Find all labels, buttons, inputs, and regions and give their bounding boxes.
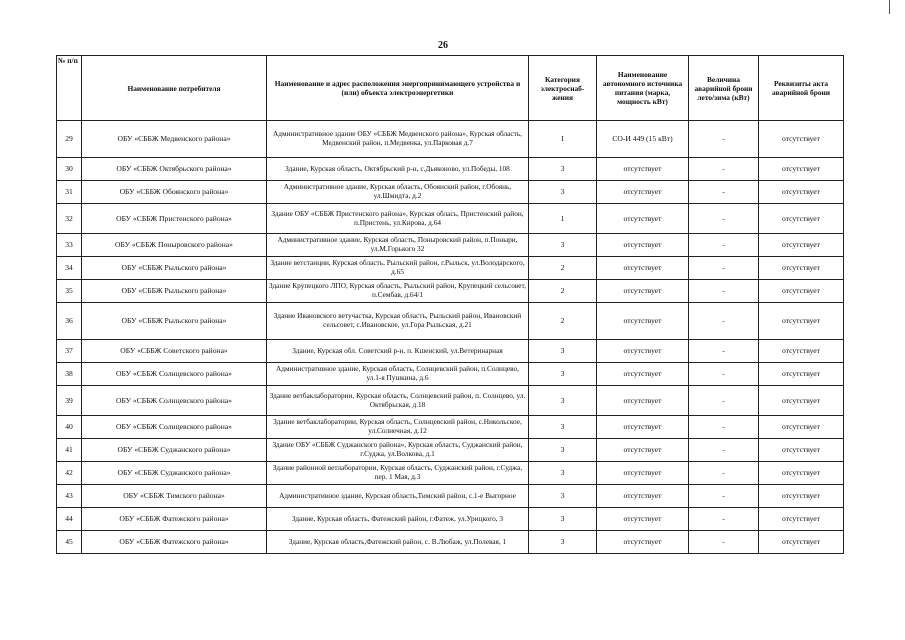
cell-source: отсутствует bbox=[597, 485, 689, 508]
cell-address: Здание ветстанции, Курская область, Рыльский район, г.Рыльск, ул.Володарского, д.65 bbox=[267, 257, 529, 280]
cell-category: 2 bbox=[529, 257, 597, 280]
cell-address: Здание Крупецкого ЛПО, Курская область, Рыльский район, Крупецкий сельсовет, п.Сембав, д.64/1 bbox=[267, 280, 529, 303]
cell-address: Здание, Курская область, Фатежский район, г.Фатеж, ул.Урицкого, 3 bbox=[267, 508, 529, 531]
table-row bbox=[57, 257, 844, 280]
cell-act: отсутствует bbox=[759, 363, 844, 386]
cell-consumer: ОБУ «СББЖ Поныровского района» bbox=[82, 234, 267, 257]
cell-number: 39 bbox=[57, 386, 82, 416]
header-consumer: Наименование потребителя bbox=[82, 56, 267, 121]
cell-reserve: - bbox=[689, 280, 759, 303]
cell-reserve: - bbox=[689, 386, 759, 416]
cell-act: отсутствует bbox=[759, 340, 844, 363]
cell-number: 34 bbox=[57, 257, 82, 280]
cell-reserve: - bbox=[689, 340, 759, 363]
cell-act: отсутствует bbox=[759, 234, 844, 257]
table-row bbox=[57, 234, 844, 257]
cell-consumer: ОБУ «СББЖ Рыльского района» bbox=[82, 257, 267, 280]
cell-reserve: - bbox=[689, 485, 759, 508]
cell-category: 3 bbox=[529, 181, 597, 204]
table-row bbox=[57, 363, 844, 386]
cell-consumer: ОБУ «СББЖ Советского района» bbox=[82, 340, 267, 363]
cell-category: 3 bbox=[529, 234, 597, 257]
header-source: Наименование автономного источника питания (марка, мощность кВт) bbox=[597, 56, 689, 121]
cell-number: 29 bbox=[57, 121, 82, 158]
cell-act: отсутствует bbox=[759, 531, 844, 554]
cell-source: отсутствует bbox=[597, 386, 689, 416]
cell-act: отсутствует bbox=[759, 439, 844, 462]
table-row bbox=[57, 439, 844, 462]
table-row bbox=[57, 121, 844, 158]
cell-source: отсутствует bbox=[597, 204, 689, 234]
cell-consumer: ОБУ «СББЖ Пристенского района» bbox=[82, 204, 267, 234]
cell-number: 38 bbox=[57, 363, 82, 386]
cell-reserve: - bbox=[689, 508, 759, 531]
table-row bbox=[57, 181, 844, 204]
header-address: Наименование и адрес расположения энергопринимающего устройства и (или) объекта электроэнергетики bbox=[267, 56, 529, 121]
cell-reserve: - bbox=[689, 121, 759, 158]
cell-category: 3 bbox=[529, 363, 597, 386]
cell-reserve: - bbox=[689, 416, 759, 439]
cell-source: отсутствует bbox=[597, 257, 689, 280]
cell-number: 41 bbox=[57, 439, 82, 462]
table-row bbox=[57, 303, 844, 340]
cell-act: отсутствует bbox=[759, 181, 844, 204]
cell-reserve: - bbox=[689, 158, 759, 181]
table-row bbox=[57, 485, 844, 508]
cell-reserve: - bbox=[689, 363, 759, 386]
cell-category: 3 bbox=[529, 439, 597, 462]
cell-reserve: - bbox=[689, 234, 759, 257]
cell-act: отсутствует bbox=[759, 303, 844, 340]
cell-source: отсутствует bbox=[597, 439, 689, 462]
cell-number: 45 bbox=[57, 531, 82, 554]
cell-reserve: - bbox=[689, 181, 759, 204]
cell-address: Административное здание, Курская область,Тимский район, с.1-е Выгорное bbox=[267, 485, 529, 508]
cell-reserve: - bbox=[689, 257, 759, 280]
cell-address: Здание ОБУ «СББЖ Суджанского района», Курская область, Суджанский район, г.Суджа, ул.Волкова, д.1 bbox=[267, 439, 529, 462]
cell-consumer: ОБУ «СББЖ Суджанского района» bbox=[82, 439, 267, 462]
cell-address: Административное здание, Курская область, Солнцевский район, п.Солнцево, ул.1-я Пушкина, д.6 bbox=[267, 363, 529, 386]
cell-act: отсутствует bbox=[759, 508, 844, 531]
cell-number: 32 bbox=[57, 204, 82, 234]
cell-source: СО-И 449 (15 кВт) bbox=[597, 121, 689, 158]
cell-address: Здание, Курская область, Октябрьский р-н, с.Дьяконово, ул.Победы, 108 bbox=[267, 158, 529, 181]
cell-consumer: ОБУ «СББЖ Тимского района» bbox=[82, 485, 267, 508]
cell-source: отсутствует bbox=[597, 181, 689, 204]
table-row bbox=[57, 204, 844, 234]
cell-category: 3 bbox=[529, 158, 597, 181]
cell-address: Здание, Курская область,Фатежский район, с. В.Любаж, ул.Полевая, 1 bbox=[267, 531, 529, 554]
cell-source: отсутствует bbox=[597, 508, 689, 531]
cell-category: 2 bbox=[529, 280, 597, 303]
table-row bbox=[57, 508, 844, 531]
table-row bbox=[57, 531, 844, 554]
cell-act: отсутствует bbox=[759, 386, 844, 416]
cell-act: отсутствует bbox=[759, 204, 844, 234]
cell-source: отсутствует bbox=[597, 158, 689, 181]
table-row bbox=[57, 416, 844, 439]
header-reserve: Величина аварийной брони лето/зима (кВт) bbox=[689, 56, 759, 121]
cell-consumer: ОБУ «СББЖ Солнцевского района» bbox=[82, 363, 267, 386]
cell-source: отсутствует bbox=[597, 234, 689, 257]
table-row bbox=[57, 386, 844, 416]
cell-category: 2 bbox=[529, 303, 597, 340]
cell-act: отсутствует bbox=[759, 158, 844, 181]
cell-number: 36 bbox=[57, 303, 82, 340]
cell-source: отсутствует bbox=[597, 531, 689, 554]
cell-consumer: ОБУ «СББЖ Октябрьского района» bbox=[82, 158, 267, 181]
cell-number: 40 bbox=[57, 416, 82, 439]
cell-source: отсутствует bbox=[597, 303, 689, 340]
cell-consumer: ОБУ «СББЖ Медвенского района» bbox=[82, 121, 267, 158]
cell-act: отсутствует bbox=[759, 121, 844, 158]
cell-number: 35 bbox=[57, 280, 82, 303]
cell-address: Здание ветбаклаборатории, Курская область, Солнцевский район, с.Никольское, ул.Солнечная, д.12 bbox=[267, 416, 529, 439]
cell-reserve: - bbox=[689, 439, 759, 462]
cell-reserve: - bbox=[689, 303, 759, 340]
consumers-table bbox=[56, 55, 844, 554]
cell-number: 33 bbox=[57, 234, 82, 257]
cell-consumer: ОБУ «СББЖ Суджанского района» bbox=[82, 462, 267, 485]
cell-act: отсутствует bbox=[759, 257, 844, 280]
table-row bbox=[57, 280, 844, 303]
header-category: Категория электроснаб-жения bbox=[529, 56, 597, 121]
cell-consumer: ОБУ «СББЖ Фатежского района» bbox=[82, 508, 267, 531]
cell-act: отсутствует bbox=[759, 416, 844, 439]
cell-consumer: ОБУ «СББЖ Солнцевского района» bbox=[82, 416, 267, 439]
cell-reserve: - bbox=[689, 462, 759, 485]
table-row bbox=[57, 340, 844, 363]
cell-address: Здание ОБУ «СББЖ Пристенского района», Курская облась, Пристенский район, п.Пристень, ул.Кирова, д.64 bbox=[267, 204, 529, 234]
cell-source: отсутствует bbox=[597, 462, 689, 485]
cell-number: 43 bbox=[57, 485, 82, 508]
cell-number: 31 bbox=[57, 181, 82, 204]
cell-category: I bbox=[529, 121, 597, 158]
cell-address: Здание Ивановского ветучастка, Курская область, Рыльский район, Ивановский сельсовет, с.Ивановское, ул.Гора Рыльская, д.21 bbox=[267, 303, 529, 340]
cell-category: 1 bbox=[529, 204, 597, 234]
cell-number: 42 bbox=[57, 462, 82, 485]
cell-address: Здание, Курская обл. Советский р-н, п. Кшенский, ул.Ветеринарная bbox=[267, 340, 529, 363]
cell-address: Здание районной ветлаборатории, Курская область, Суджанский район, г.Суджа, пер. 1 Мая, д.3 bbox=[267, 462, 529, 485]
header-number: № п/п bbox=[57, 56, 82, 121]
cell-act: отсутствует bbox=[759, 485, 844, 508]
table-row bbox=[57, 462, 844, 485]
cell-category: 3 bbox=[529, 531, 597, 554]
cell-reserve: - bbox=[689, 531, 759, 554]
cell-number: 37 bbox=[57, 340, 82, 363]
cell-number: 44 bbox=[57, 508, 82, 531]
cell-consumer: ОБУ «СББЖ Рыльского района» bbox=[82, 280, 267, 303]
cell-category: 3 bbox=[529, 340, 597, 363]
header-act: Реквизиты акта аварийной брони bbox=[759, 56, 844, 121]
cell-category: 3 bbox=[529, 386, 597, 416]
cell-category: 3 bbox=[529, 485, 597, 508]
cell-address: Административное здание, Курская область, Обоянский район, г.Обоянь, ул.Шмидта, д.2 bbox=[267, 181, 529, 204]
cell-category: 3 bbox=[529, 416, 597, 439]
cell-source: отсутствует bbox=[597, 340, 689, 363]
table-row bbox=[57, 158, 844, 181]
page-number: 26 bbox=[438, 40, 448, 51]
cell-address: Здание ветбаклаборатории, Курская область, Солнцевский район, п. Солнцево, ул. Октябрьская, д.18 bbox=[267, 386, 529, 416]
cell-category: 3 bbox=[529, 508, 597, 531]
cell-source: отсутствует bbox=[597, 280, 689, 303]
cell-number: 30 bbox=[57, 158, 82, 181]
cell-consumer: ОБУ «СББЖ Солнцевского района» bbox=[82, 386, 267, 416]
header-row bbox=[57, 56, 844, 121]
cell-consumer: ОБУ «СББЖ Фатежского района» bbox=[82, 531, 267, 554]
cell-address: Административное здание ОБУ »СББЖ Медвенского района», Курская область, Медвенский район, п.Медвенка, ул.Парковая д.7 bbox=[267, 121, 529, 158]
cell-source: отсутствует bbox=[597, 416, 689, 439]
cell-address: Административное здание, Курская область, Поныровский район, п.Поныри, ул.М.Горького 32 bbox=[267, 234, 529, 257]
cell-consumer: ОБУ «СББЖ Рыльского района» bbox=[82, 303, 267, 340]
cell-reserve: - bbox=[689, 204, 759, 234]
cell-source: отсутствует bbox=[597, 363, 689, 386]
cell-consumer: ОБУ «СББЖ Обоянского района» bbox=[82, 181, 267, 204]
cell-act: отсутствует bbox=[759, 462, 844, 485]
scan-mark bbox=[889, 0, 890, 14]
cell-act: отсутствует bbox=[759, 280, 844, 303]
cell-category: 3 bbox=[529, 462, 597, 485]
